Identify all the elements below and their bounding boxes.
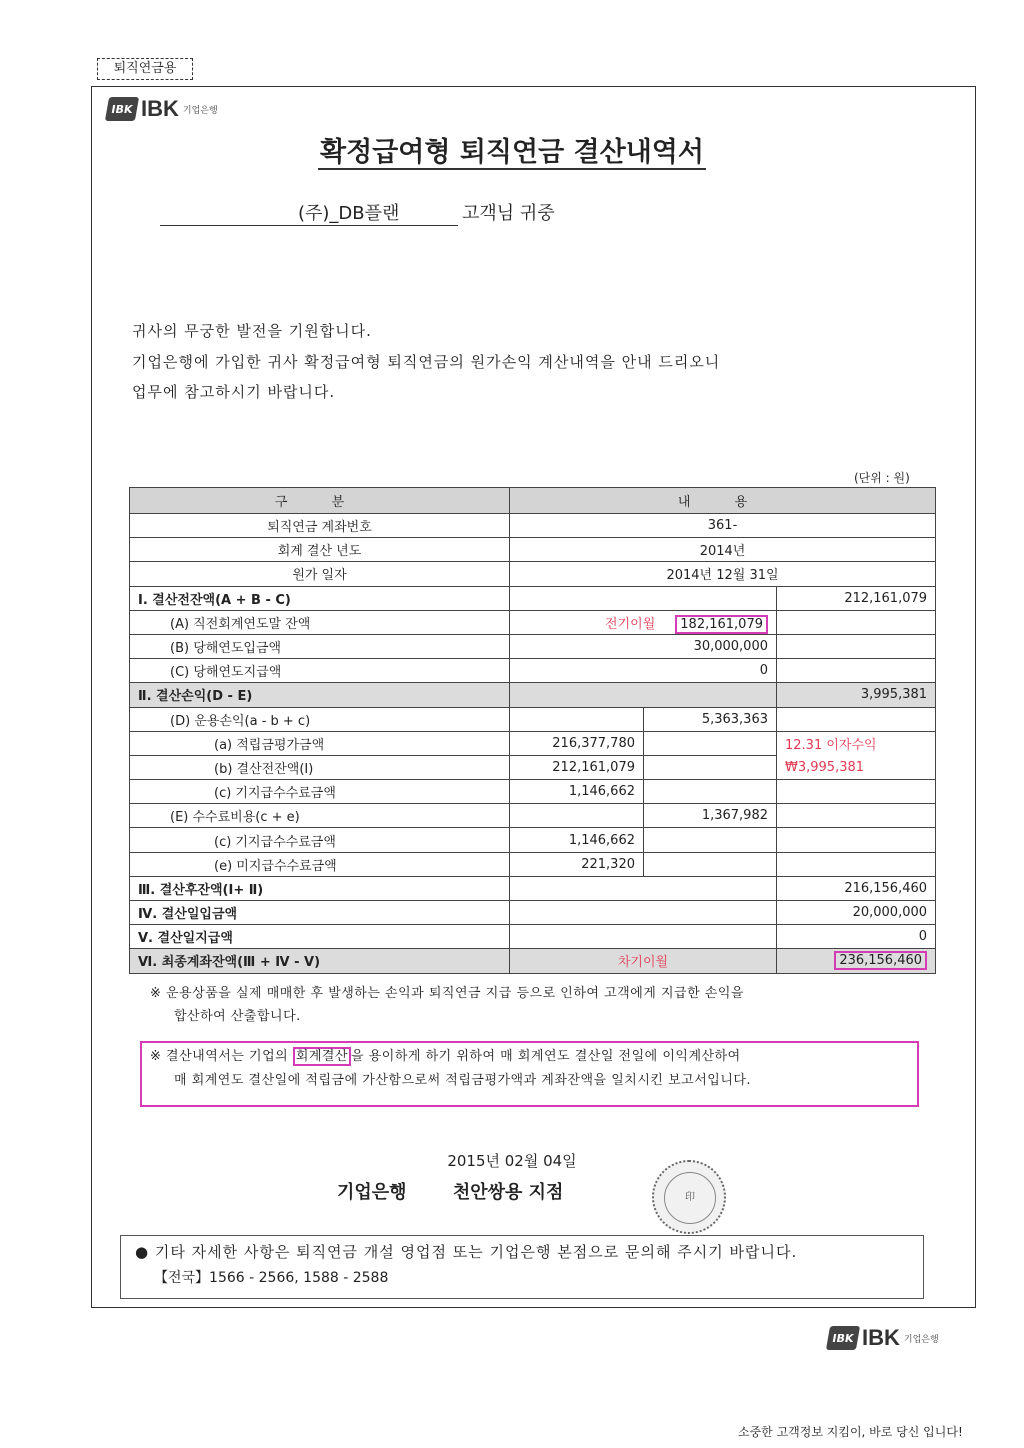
calculation-note-line-2: 합산하여 산출합니다. xyxy=(174,1009,301,1024)
document-type-tag: 퇴직연금용 xyxy=(97,58,193,80)
date-value: 2014년 12월 31일 xyxy=(510,562,936,586)
row-detail: 1,146,662 xyxy=(510,780,644,804)
settlement-table xyxy=(129,487,936,974)
account-label: 퇴직연금 계좌번호 xyxy=(130,514,510,538)
row-label: Ⅵ. 최종계좌잔액(Ⅲ + Ⅳ - Ⅴ) xyxy=(130,949,510,973)
greeting-line-2: 기업은행에 가입한 귀사 확정급여형 퇴직연금의 원가손익 계산내역을 안내 드리오니 xyxy=(132,353,721,371)
table-row xyxy=(130,610,936,634)
table-row xyxy=(130,586,936,610)
year-value: 2014년 xyxy=(510,538,936,562)
footer-slogan: 소중한 고객정보 지킴이, 바로 당신 입니다! xyxy=(738,1425,963,1439)
ibk-logo-icon: IBK xyxy=(105,97,139,121)
row-total: 0 xyxy=(777,925,936,949)
seal-icon: 印 xyxy=(664,1172,716,1224)
calculation-note-line-1: ※ 운용상품을 실제 매매한 후 발생하는 손익과 퇴직연금 지급 등으로 인하여 고객에게 지급한 손익을 xyxy=(150,986,744,1001)
contact-info-line-1: ● 기타 자세한 사항은 퇴직연금 개설 영업점 또는 기업은행 본점으로 문의해 주시기 바랍니다. xyxy=(135,1243,798,1261)
accounting-settlement-highlight: 회계결산 xyxy=(293,1047,351,1066)
calculation-note xyxy=(150,982,910,1028)
logo-bank-name: 기업은행 xyxy=(182,105,218,116)
document-title: 확정급여형 퇴직연금 결산내역서 xyxy=(320,137,704,168)
row-detail: 216,377,780 xyxy=(510,731,644,755)
branch-bank: 기업은행 xyxy=(337,1182,407,1203)
greeting-line-1: 귀사의 무궁한 발전을 기원합니다. xyxy=(132,322,372,340)
row-label: (c) 기지급수수료금액 xyxy=(130,828,510,852)
row-label: (e) 미지급수수료금액 xyxy=(130,852,510,876)
row-label: Ⅳ. 결산일입금액 xyxy=(130,901,510,925)
ibk-logo-icon: IBK xyxy=(826,1326,860,1350)
table-row xyxy=(130,804,936,828)
row-total: 20,000,000 xyxy=(777,901,936,925)
issue-date: 2015년 02월 04일 xyxy=(447,1152,577,1170)
row-label: (E) 수수료비용(c + e) xyxy=(130,804,510,828)
table-row xyxy=(130,876,936,900)
row-detail: 221,320 xyxy=(510,852,644,876)
row-subtotal: 0 xyxy=(510,659,777,683)
row-label: Ⅲ. 결산후잔액(Ⅰ+ Ⅱ) xyxy=(130,876,510,900)
table-row xyxy=(130,659,936,683)
row-total: 3,995,381 xyxy=(777,683,936,707)
footer-ibk-logo xyxy=(828,1325,939,1351)
row-label: (c) 기지급수수료금액 xyxy=(130,780,510,804)
row-label: Ⅰ. 결산전잔액(A + B - C) xyxy=(130,586,510,610)
table-row xyxy=(130,538,936,562)
table-header-row xyxy=(130,488,936,514)
contact-phone-numbers: 【전국】1566 - 2566, 1588 - 2588 xyxy=(154,1270,389,1286)
header-content: 내 용 xyxy=(510,488,936,514)
logo-word: IBK xyxy=(141,96,179,121)
row-label: (a) 적립금평가금액 xyxy=(130,731,510,755)
unit-label: (단위 : 원) xyxy=(854,471,910,485)
settlement-note: ※ 결산내역서는 기업의 회계결산 을 용이하게 하기 위하여 매 회계연도 결산일 전일에 이익계산하여 매 회계연도 결산일에 적립금에 가산함으로써 적립금평가액과 계좌잔액을 일치시킨 보고서입니다. xyxy=(150,1045,910,1093)
table-row xyxy=(130,755,936,779)
row-subtotal: 1,367,982 xyxy=(644,804,777,828)
row-subtotal: 30,000,000 xyxy=(510,634,777,658)
branch-name: 천안쌍용 지점 xyxy=(452,1182,564,1203)
row-label: (A) 직전회계연도말 잔액 xyxy=(130,610,510,634)
account-value: 361- xyxy=(510,514,936,538)
table-row xyxy=(130,949,936,973)
row-label: (D) 운용손익(a - b + c) xyxy=(130,707,510,731)
row-label: Ⅱ. 결산손익(D - E) xyxy=(130,683,510,707)
interest-note-label: 12.31 이자수익 xyxy=(777,731,936,755)
table-row xyxy=(130,828,936,852)
row-total: 212,161,079 xyxy=(777,586,936,610)
settlement-note-line-2: 매 회계연도 결산일에 적립금에 가산함으로써 적립금평가액과 계좌잔액을 일치시킨 보고서입니다. xyxy=(174,1073,752,1088)
table-row xyxy=(130,707,936,731)
carry-in-note: 전기이월 xyxy=(605,616,656,632)
final-balance-highlighted: 236,156,460 xyxy=(834,951,927,970)
row-detail: 212,161,079 xyxy=(510,755,644,779)
customer-name: (주)_DB플랜 xyxy=(298,203,400,224)
footer-logo-bank-name: 기업은행 xyxy=(903,1334,939,1345)
customer-underline xyxy=(160,225,458,226)
table-row xyxy=(130,901,936,925)
table-row xyxy=(130,925,936,949)
table-row xyxy=(130,562,936,586)
row-label: (B) 당해연도입금액 xyxy=(130,634,510,658)
table-row xyxy=(130,683,936,707)
row-subtotal: 5,363,363 xyxy=(644,707,777,731)
greeting-line-3: 업무에 참고하시기 바랍니다. xyxy=(132,383,336,401)
row-label: Ⅴ. 결산일지급액 xyxy=(130,925,510,949)
date-label: 원가 일자 xyxy=(130,562,510,586)
row-detail: 1,146,662 xyxy=(510,828,644,852)
table-row xyxy=(130,514,936,538)
table-row xyxy=(130,634,936,658)
row-label: (b) 결산전잔액(Ⅰ) xyxy=(130,755,510,779)
bank-seal-stamp xyxy=(652,1160,726,1234)
header-category: 구 분 xyxy=(130,488,510,514)
table-row xyxy=(130,852,936,876)
row-label: (C) 당해연도지급액 xyxy=(130,659,510,683)
issuing-branch xyxy=(337,1178,563,1204)
table-row xyxy=(130,731,936,755)
customer-suffix: 고객님 귀중 xyxy=(462,203,555,224)
carry-forward-note: 차기이월 xyxy=(617,955,669,971)
footer-logo-word: IBK xyxy=(862,1325,900,1350)
row-subtotal-highlighted: 182,161,079 xyxy=(675,615,768,634)
table-row xyxy=(130,780,936,804)
ibk-logo xyxy=(107,96,218,122)
interest-note-amount: ₩3,995,381 xyxy=(777,755,936,779)
row-total: 216,156,460 xyxy=(777,876,936,900)
year-label: 회계 결산 년도 xyxy=(130,538,510,562)
